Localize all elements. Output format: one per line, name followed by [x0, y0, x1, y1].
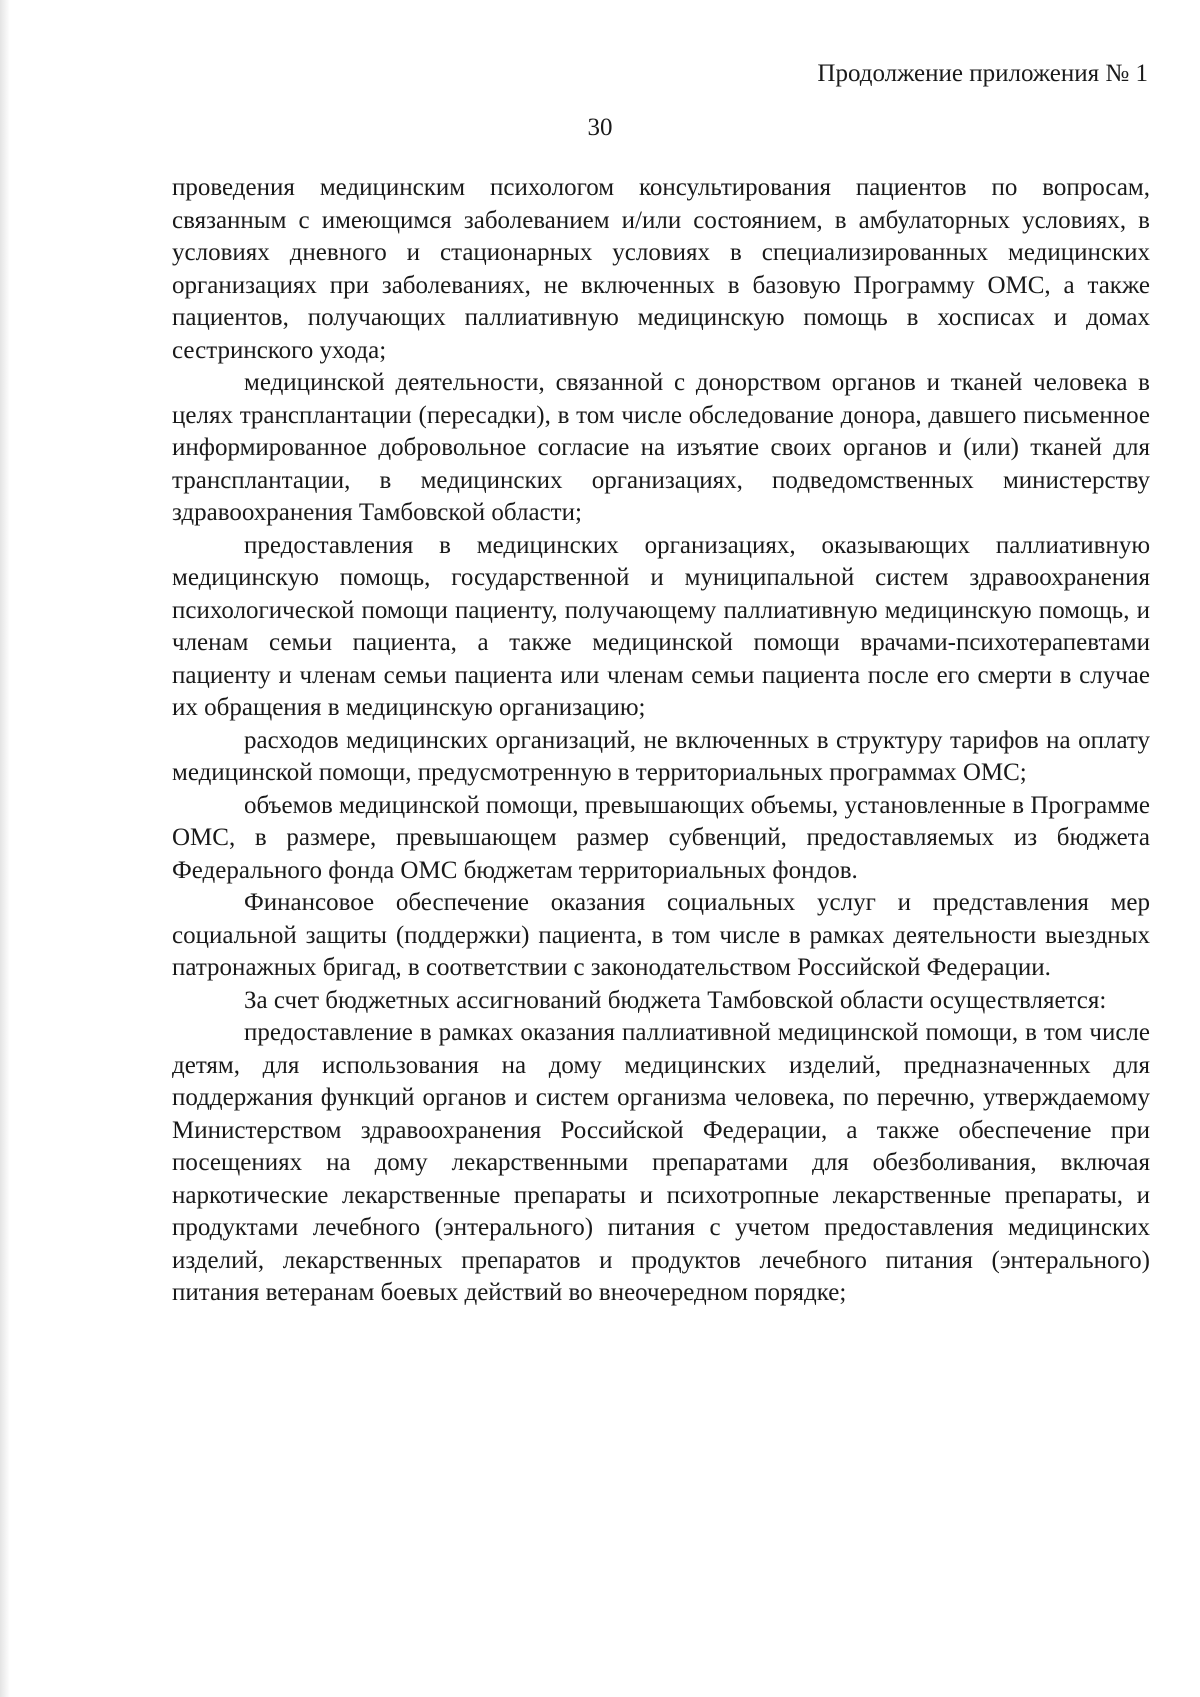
- paragraph-expenses-outside-tariffs: расходов медицинских организаций, не включенных в структуру тарифов на оплату медицинской помощи, предусмотренную в территориальных программах ОМС;: [172, 726, 1150, 786]
- paragraph-home-medical-devices: предоставление в рамках оказания паллиативной медицинской помощи, в том числе детям, для использования на дому медицинских изделий, предназначенных для поддержания функций органов и систем организма человека, по перечню, утверждаемому Министерством здравоохранения Российской Федерации, а также обеспечение при посещениях на дому лекарственными препаратами для обезболивания, включая наркотические лекарственные препараты и психотропные лекарственные препараты, и продуктами лечебного (энтерального) питания с учетом предоставления медицинских изделий, лекарственных препаратов и продуктов лечебного питания (энтерального) питания ветеранам боевых действий во внеочередном порядке;: [172, 1019, 1150, 1306]
- document-body: [172, 172, 1150, 1310]
- appendix-continuation-note: Продолжение приложения № 1: [817, 60, 1148, 87]
- paragraph-regional-budget-intro: За счет бюджетных ассигнований бюджета Тамбовской области осуществляется:: [244, 986, 1107, 1014]
- paragraph-organ-donation: медицинской деятельности, связанной с донорством органов и тканей человека в целях трансплантации (пересадки), в том числе обследование донора, давшего письменное информированное добровольное согласие на изъятие своих органов и (или) тканей для трансплантации, в медицинских организациях, подведомственных министерству здравоохранения Тамбовской области;: [172, 369, 1150, 526]
- scan-edge: [0, 0, 10, 1697]
- paragraph-social-services-financing: Финансовое обеспечение оказания социальных услуг и представления мер социальной защиты (поддержки) пациента, в том числе в рамках деятельности выездных патронажных бригад, в соответствии с законодательством Российской Федерации.: [172, 889, 1150, 981]
- paragraph-psychologist-consulting: проведения медицинским психологом консультирования пациентов по вопросам, связанным с имеющимся заболеванием и/или состоянием, в амбулаторных условиях, в условиях дневного и стационарных условиях в специализированных медицинских организациях при заболеваниях, не включенных в базовую Программу ОМС, а также пациентов, получающих паллиативную медицинскую помощь в хосписах и домах сестринского ухода;: [172, 174, 1150, 364]
- page-number: 30: [587, 114, 613, 141]
- paragraph-excess-volumes: объемов медицинской помощи, превышающих объемы, установленные в Программе ОМС, в размере, превышающем размер субвенций, предоставляемых из бюджета Федерального фонда ОМС бюджетам территориальных фондов.: [172, 791, 1150, 884]
- paragraph-palliative-psychological-help: предоставления в медицинских организациях, оказывающих паллиативную медицинскую помощь, государственной и муниципальной систем здравоохранения психологической помощи пациенту, получающему паллиативную медицинскую помощь, и членам семьи пациента, а также медицинской помощи врачами-психотерапевтами пациенту и членам семьи пациента или членам семьи пациента после его смерти в случае их обращения в медицинскую организацию;: [172, 531, 1150, 721]
